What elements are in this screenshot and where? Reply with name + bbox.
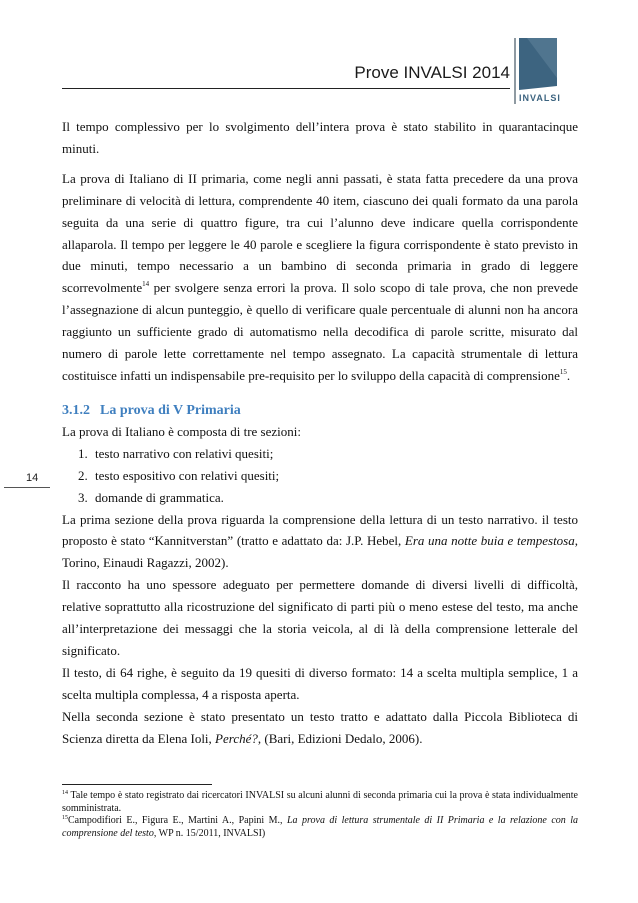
section-number: 3.1.2 xyxy=(62,402,90,418)
footnote-text: Campodifiori E., Figura E., Martini A., Papini M., xyxy=(68,815,287,826)
footnote-marker: 14 xyxy=(62,790,68,796)
list-number: 2. xyxy=(78,467,88,483)
paragraph-sections-intro: La prova di Italiano è composta di tre sezioni: xyxy=(62,423,301,439)
footnotes xyxy=(62,790,578,840)
list-item xyxy=(62,443,578,465)
book-title: Perché? xyxy=(215,730,258,746)
paragraph-reading-test xyxy=(62,168,578,387)
list-text: domande di grammatica. xyxy=(95,489,224,505)
paragraph-text: per svolgere senza errori la prova. Il solo scopo di tale prova, che non prevede l’assegnazione di alcun punteggio, è quello di verificare quale percentuale di alunni non ha ancora raggiunto un sufficiente grado di automatismo nella decodifica di parole scritte, misurato dal numero di parole lette correttamente nel tempo assegnato. La capacità strumentale di lettura costituisce infatti un indispensabile pre-requisito per lo sviluppo della capacità di comprensione xyxy=(62,280,578,383)
footnote-text: , WP n. 15/2011, INVALSI) xyxy=(153,827,266,839)
logo-wordmark: INVALSI xyxy=(519,93,561,103)
body-text xyxy=(62,116,578,749)
page-number-rule xyxy=(4,487,50,488)
list-text: testo espositivo con relativi quesiti; xyxy=(95,467,280,483)
logo-separator xyxy=(514,38,516,104)
paragraph-text: La prova di Italiano di II primaria, come negli anni passati, è stata fatta precedere da una prova preliminare di velocità di lettura, comprendente 40 item, ciascuno dei quali formato da una parola seguita da una serie di quattro figure, tra cui l’alunno deve indicare quella corrispondente allaparola. Il tempo per leggere le 40 parole e scegliere la figura corrispondente è stato previsto in due minuti, tempo necessario a un bambino di seconda primaria in grado di leggere scorrevolmente xyxy=(62,170,578,296)
list-item xyxy=(62,465,578,487)
list-text: testo narrativo con relativi quesiti; xyxy=(95,445,274,461)
sections-list xyxy=(62,443,578,509)
footnote-15 xyxy=(62,815,578,840)
running-header-title: Prove INVALSI 2014 xyxy=(354,63,510,82)
paragraph-questions: Il testo, di 64 righe, è seguito da 19 quesiti di diverso formato: 14 a scelta multipla semplice, 1 a scelta multipla complessa, 4 a risposta aperta. xyxy=(62,664,578,702)
paragraph-text: Nella seconda sezione è stato presentato un testo tratto e adattato dalla Piccola Biblioteca di Scienza diretta da Elena Ioli, xyxy=(62,708,578,746)
footnote-14 xyxy=(62,790,578,815)
page-number: 14 xyxy=(26,472,39,484)
paragraph-text: . xyxy=(566,367,571,383)
header-rule xyxy=(62,88,510,89)
book-title: Era una notte buia e tempestosa xyxy=(404,533,575,549)
paragraph-second-section xyxy=(62,706,578,750)
list-number: 1. xyxy=(78,445,88,461)
paragraph-text: , Torino, Einaudi Ragazzi, 2002). xyxy=(62,533,578,571)
footnote-work-title: La prova di lettura strumentale di II Primaria e la relazione con la comprensione del testo xyxy=(62,815,578,839)
list-number: 3. xyxy=(78,489,88,505)
paragraph-first-section xyxy=(62,509,578,575)
footnote-ref-14[interactable]: 14 xyxy=(142,280,150,289)
paragraph-text: , (Bari, Edizioni Dedalo, 2006). xyxy=(257,730,423,746)
footnote-text: Tale tempo è stato registrato dai ricercatori INVALSI su alcuni alunni di seconda primaria cui la prova è stata individualmente somministrata. xyxy=(62,790,578,814)
paragraph-time: Il tempo complessivo per lo svolgimento dell’intera prova è stato stabilito in quarantacinque minuti. xyxy=(62,119,578,156)
footnote-marker: 15 xyxy=(62,815,68,821)
footnote-ref-15[interactable]: 15 xyxy=(559,367,567,376)
invalsi-logo xyxy=(517,38,573,109)
paragraph-story: Il racconto ha uno spessore adeguato per permettere domande di diversi livelli di difficoltà, relative soprattutto alla ricostruzione del significato di parti più o meno estese del testo, ma anche all’interpretazione dei messaggi che la storia veicola, al di là della comprensione letterale del significato. xyxy=(62,577,578,658)
section-title: La prova di V Primaria xyxy=(100,402,241,418)
footnote-rule xyxy=(62,784,212,785)
list-item xyxy=(62,487,578,509)
section-heading xyxy=(62,401,578,421)
paragraph-text: La prima sezione della prova riguarda la comprensione della lettura di un testo narrativo. il testo proposto è stato “Kannitverstan” (tratto e adattato da: J.P. Hebel, xyxy=(62,511,578,549)
